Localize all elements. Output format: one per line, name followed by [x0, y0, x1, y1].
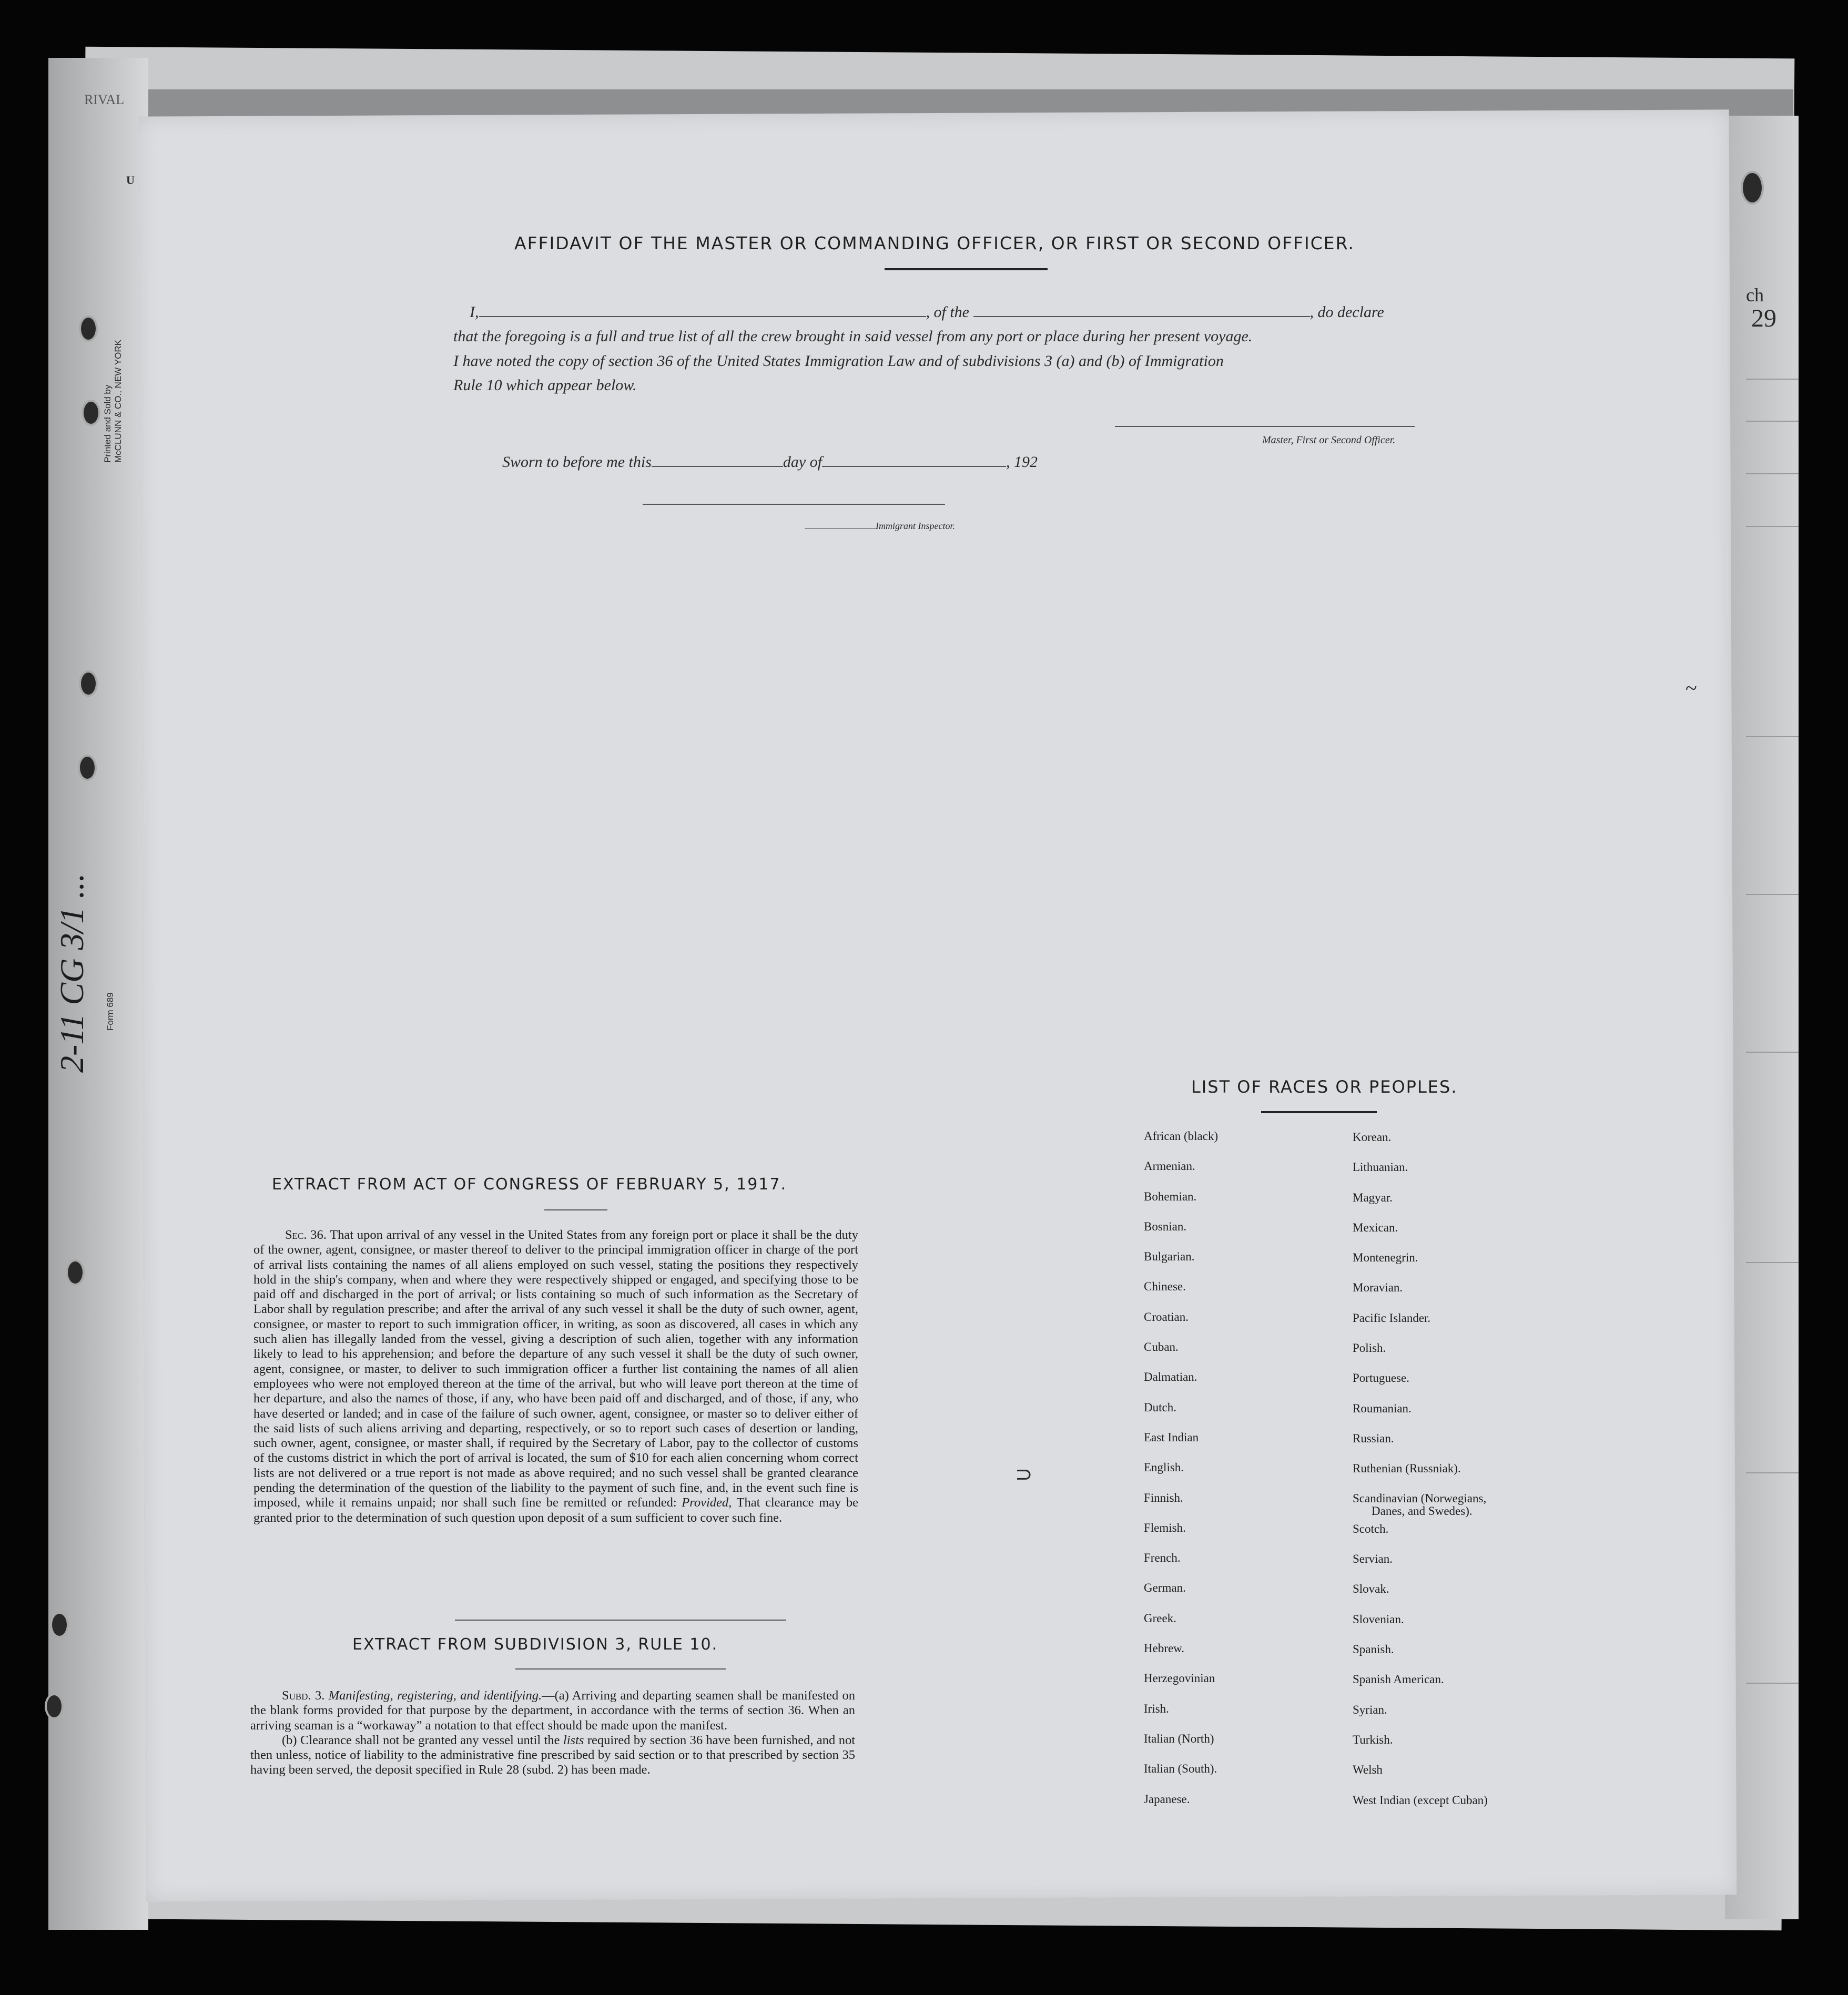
binding-hole	[79, 670, 98, 697]
race-item: African (black)	[1144, 1129, 1219, 1143]
stray-mark: ⊃	[1015, 1462, 1033, 1486]
race-item: Bulgarian.	[1144, 1250, 1195, 1264]
races-title: LIST OF RACES OR PEOPLES.	[1191, 1077, 1458, 1097]
race-item: Russian.	[1353, 1431, 1394, 1445]
race-item: Magyar.	[1353, 1190, 1393, 1204]
back-sheet-rule	[1746, 421, 1799, 422]
race-item: Dalmatian.	[1144, 1370, 1197, 1384]
binding-hole	[50, 1612, 69, 1638]
act-extract-title: EXTRACT FROM ACT OF CONGRESS OF FEBRUARY 5, 1917.	[272, 1175, 787, 1194]
race-item: East Indian	[1144, 1430, 1199, 1444]
affidavit-line-3: I have noted the copy of section 36 of the United States Immigration Law and of subdivisions 3 (a) and (b) of Immigration	[453, 352, 1224, 370]
race-item: Finnish.	[1144, 1491, 1183, 1504]
section-label: Sec. 36.	[285, 1228, 327, 1242]
affidavit-title-rule	[885, 268, 1048, 270]
subd-heading: Manifesting, registering, and identifying.	[328, 1688, 542, 1703]
race-item: West Indian (except Cuban)	[1353, 1793, 1488, 1807]
race-item: German.	[1144, 1581, 1186, 1595]
race-item: Servian.	[1353, 1552, 1393, 1566]
race-item: Italian (North)	[1144, 1732, 1214, 1745]
races-left-column	[1144, 1129, 1218, 1823]
race-item: Spanish American.	[1353, 1673, 1444, 1686]
binding-hole	[82, 400, 100, 426]
back-sheet-rule	[1746, 1052, 1799, 1053]
form-number: Form 689	[105, 992, 115, 1031]
back-sheet-right-edge	[1725, 116, 1799, 1919]
declarant-name-field[interactable]	[479, 304, 926, 317]
back-sheet-rule	[1746, 473, 1799, 474]
back-sheet-rule	[1746, 1262, 1799, 1263]
race-item: Ruthenian (Russniak).	[1353, 1462, 1461, 1475]
master-signature-line[interactable]	[1115, 426, 1415, 427]
printer-name: McCLUNN & CO., NEW YORK	[113, 340, 123, 463]
affidavit-line1-mid: , of the	[926, 303, 969, 321]
provided-word: Provided,	[682, 1495, 732, 1510]
affidavit-line-2: that the foregoing is a full and true list of all the crew brought in said vessel from any port or place during her present voyage.	[453, 328, 1253, 345]
race-item: Greek.	[1144, 1611, 1176, 1625]
race-item: Bosnian.	[1144, 1219, 1187, 1233]
rule-extract-bottom-rule	[515, 1668, 726, 1670]
subd-label: Subd. 3.	[282, 1688, 325, 1703]
race-item: Flemish.	[1144, 1521, 1186, 1534]
back-sheet-left-letter: U	[126, 174, 135, 187]
race-item: Japanese.	[1144, 1792, 1190, 1806]
subd-para-a: —(a) Arriving and departing seamen shall be manifested on the blank forms provided for that purpose by the department, in accordance with the terms of section 36. When an arriving seaman is a “workaway” a notation to that effect should be made upon the manifest.	[250, 1688, 855, 1733]
race-item: Chinese.	[1144, 1280, 1186, 1294]
races-title-rule	[1261, 1111, 1377, 1113]
race-item: Croatian.	[1144, 1310, 1189, 1324]
race-item: Korean.	[1353, 1131, 1392, 1144]
race-item: Scotch.	[1353, 1522, 1389, 1535]
subd-para-b-start: (b) Clearance shall not be granted any vessel until the	[282, 1733, 560, 1747]
act-extract-rule	[544, 1209, 607, 1210]
back-sheet-right-number: 29	[1751, 304, 1776, 332]
race-item: Scandinavian (Norwegians, Danes, and Swedes).	[1353, 1491, 1487, 1518]
inspector-short-line	[805, 521, 876, 529]
subd-para-b-end: required by section 36 have been furnished, and not then unless, notice of liability to the administrative fine prescribed by said section or to that prescribed by section 35 having been served, the deposit specified in Rule 28 (subd. 2) has been made.	[250, 1733, 856, 1777]
sworn-day-field[interactable]	[652, 454, 783, 467]
race-item: Spanish.	[1353, 1643, 1394, 1656]
affidavit-line-1	[470, 303, 1384, 321]
race-item: Irish.	[1144, 1702, 1169, 1715]
binding-hole	[1741, 171, 1764, 205]
binding-hole	[79, 315, 98, 342]
binding-hole	[45, 1693, 64, 1719]
back-sheet-rule	[1746, 736, 1799, 737]
rule-subdivision-3	[250, 1688, 855, 1778]
race-item: Mexican.	[1353, 1220, 1398, 1234]
affidavit-title: AFFIDAVIT OF THE MASTER OR COMMANDING OFFICER, OR FIRST OR SECOND OFFICER.	[514, 233, 1355, 253]
section-tail: That clearance may be granted prior to the determination of such question upon deposit of a sum sufficient to cover such fine.	[253, 1495, 859, 1525]
race-item: Roumanian.	[1353, 1401, 1412, 1415]
race-item: Welsh	[1353, 1763, 1383, 1777]
back-sheet-rule	[1746, 526, 1799, 527]
form-page	[138, 109, 1737, 1901]
race-item: Lithuanian.	[1353, 1161, 1408, 1174]
inspector-signature-label	[805, 521, 955, 532]
master-signature-label: Master, First or Second Officer.	[1262, 434, 1396, 446]
back-sheet-top-left-text: RIVAL	[84, 92, 125, 107]
race-item: Slovak.	[1353, 1582, 1389, 1596]
race-item: Slovenian.	[1353, 1612, 1404, 1626]
back-sheet-rule	[1746, 894, 1799, 895]
race-item: Montenegrin.	[1353, 1251, 1418, 1265]
race-item: Moravian.	[1353, 1281, 1403, 1295]
race-item: Portuguese.	[1353, 1371, 1409, 1385]
subd-para-b-lists: lists	[563, 1733, 584, 1747]
stray-mark: ~	[1685, 676, 1697, 700]
inspector-label-text: Immigrant Inspector.	[876, 521, 955, 531]
back-sheet-rule	[1746, 379, 1799, 380]
sworn-line	[502, 453, 1038, 471]
rule-extract-top-rule	[455, 1620, 786, 1621]
affidavit-line1-end: , do declare	[1309, 303, 1384, 321]
race-item: Pacific Islander.	[1353, 1311, 1431, 1325]
race-item: Armenian.	[1144, 1159, 1195, 1173]
sworn-month-field[interactable]	[822, 454, 1006, 467]
races-right-column	[1353, 1131, 1488, 1824]
back-sheet-rule	[1746, 1472, 1799, 1473]
race-item: Polish.	[1353, 1341, 1386, 1355]
race-item: French.	[1144, 1551, 1181, 1565]
back-sheet-right-text: ch	[1746, 284, 1764, 306]
race-item-continuation: Danes, and Swedes).	[1372, 1504, 1473, 1518]
race-item: Hebrew.	[1144, 1642, 1185, 1655]
handwritten-annotation: 2-11 CG 3/1 ...	[53, 873, 90, 1073]
binding-hole	[78, 755, 97, 781]
affidavit-line-4: Rule 10 which appear below.	[453, 376, 637, 394]
sworn-start: Sworn to before me this	[502, 453, 652, 471]
race-item: Italian (South).	[1144, 1762, 1217, 1776]
printer-credit: Printed and Sold by	[103, 384, 113, 463]
act-section-36	[253, 1228, 858, 1525]
affidavit-line1-start: I,	[470, 303, 479, 321]
race-item: Dutch.	[1144, 1400, 1176, 1414]
race-item: Herzegovinian	[1144, 1672, 1215, 1685]
race-item: Turkish.	[1353, 1733, 1393, 1746]
section-text: That upon arrival of any vessel in the United States from any foreign port or place it shall be the duty of the owner, agent, consignee, or master thereof to deliver to the principal immigration officer in charge of the port of arrival lists containing the names of all aliens employed on such vessel, stating the positions they respectively hold in the ship's company, when and where they were respectively shipped or engaged, and specifying those to be paid off and discharged in the port of arrival; or lists containing so much of such information as the Secretary of Labor shall by regulation prescribe; and after the arrival of any such vessel it shall be the duty of such owner, agent, consignee, or master to report to such immigration officer, in writing, as soon as discovered, all cases in which any such alien has illegally landed from the vessel, giving a description of such alien, together with any information likely to lead to his apprehension; and before the departure of any such vessel it shall be the duty of such owner, agent, consignee, or master, to deliver to such immigration officer a further list containing the names of all alien employees who were not employed thereon at the time of the arrival, but who will leave port thereon at the time of her departure, and also the names of those, if any, who have been paid off and discharged, and of those, if any, who have deserted or landed; and in case of the failure of such owner, agent, consignee, or master so to deliver either of the said lists of such aliens arriving and departing, respectively, or so to report such cases of desertion or landing, such owner, agent, consignee, or master shall, if required by the Secretary of Labor, pay to the collector of customs of the customs district in which the port of arrival is located, the sum of $10 for each alien concerning whom correct lists are not delivered or a true report is not made as above required; and no such vessel shall be granted clearance pending the determination of the question of the liability to the payment of such fine, and, in the event such fine is imposed, while it remains unpaid; nor shall such fine be remitted or refunded:	[253, 1228, 858, 1510]
inspector-signature-line[interactable]	[643, 504, 945, 505]
sworn-mid: day of	[783, 453, 823, 471]
sworn-end: , 192	[1006, 453, 1038, 471]
vessel-name-field[interactable]	[973, 304, 1310, 317]
race-item: Cuban.	[1144, 1340, 1179, 1354]
back-sheet-rule	[1746, 1683, 1799, 1684]
race-item: English.	[1144, 1461, 1184, 1474]
rule-extract-title: EXTRACT FROM SUBDIVISION 3, RULE 10.	[352, 1635, 718, 1654]
race-item: Syrian.	[1353, 1703, 1387, 1716]
race-item: Bohemian.	[1144, 1189, 1197, 1203]
binding-hole	[66, 1259, 85, 1286]
